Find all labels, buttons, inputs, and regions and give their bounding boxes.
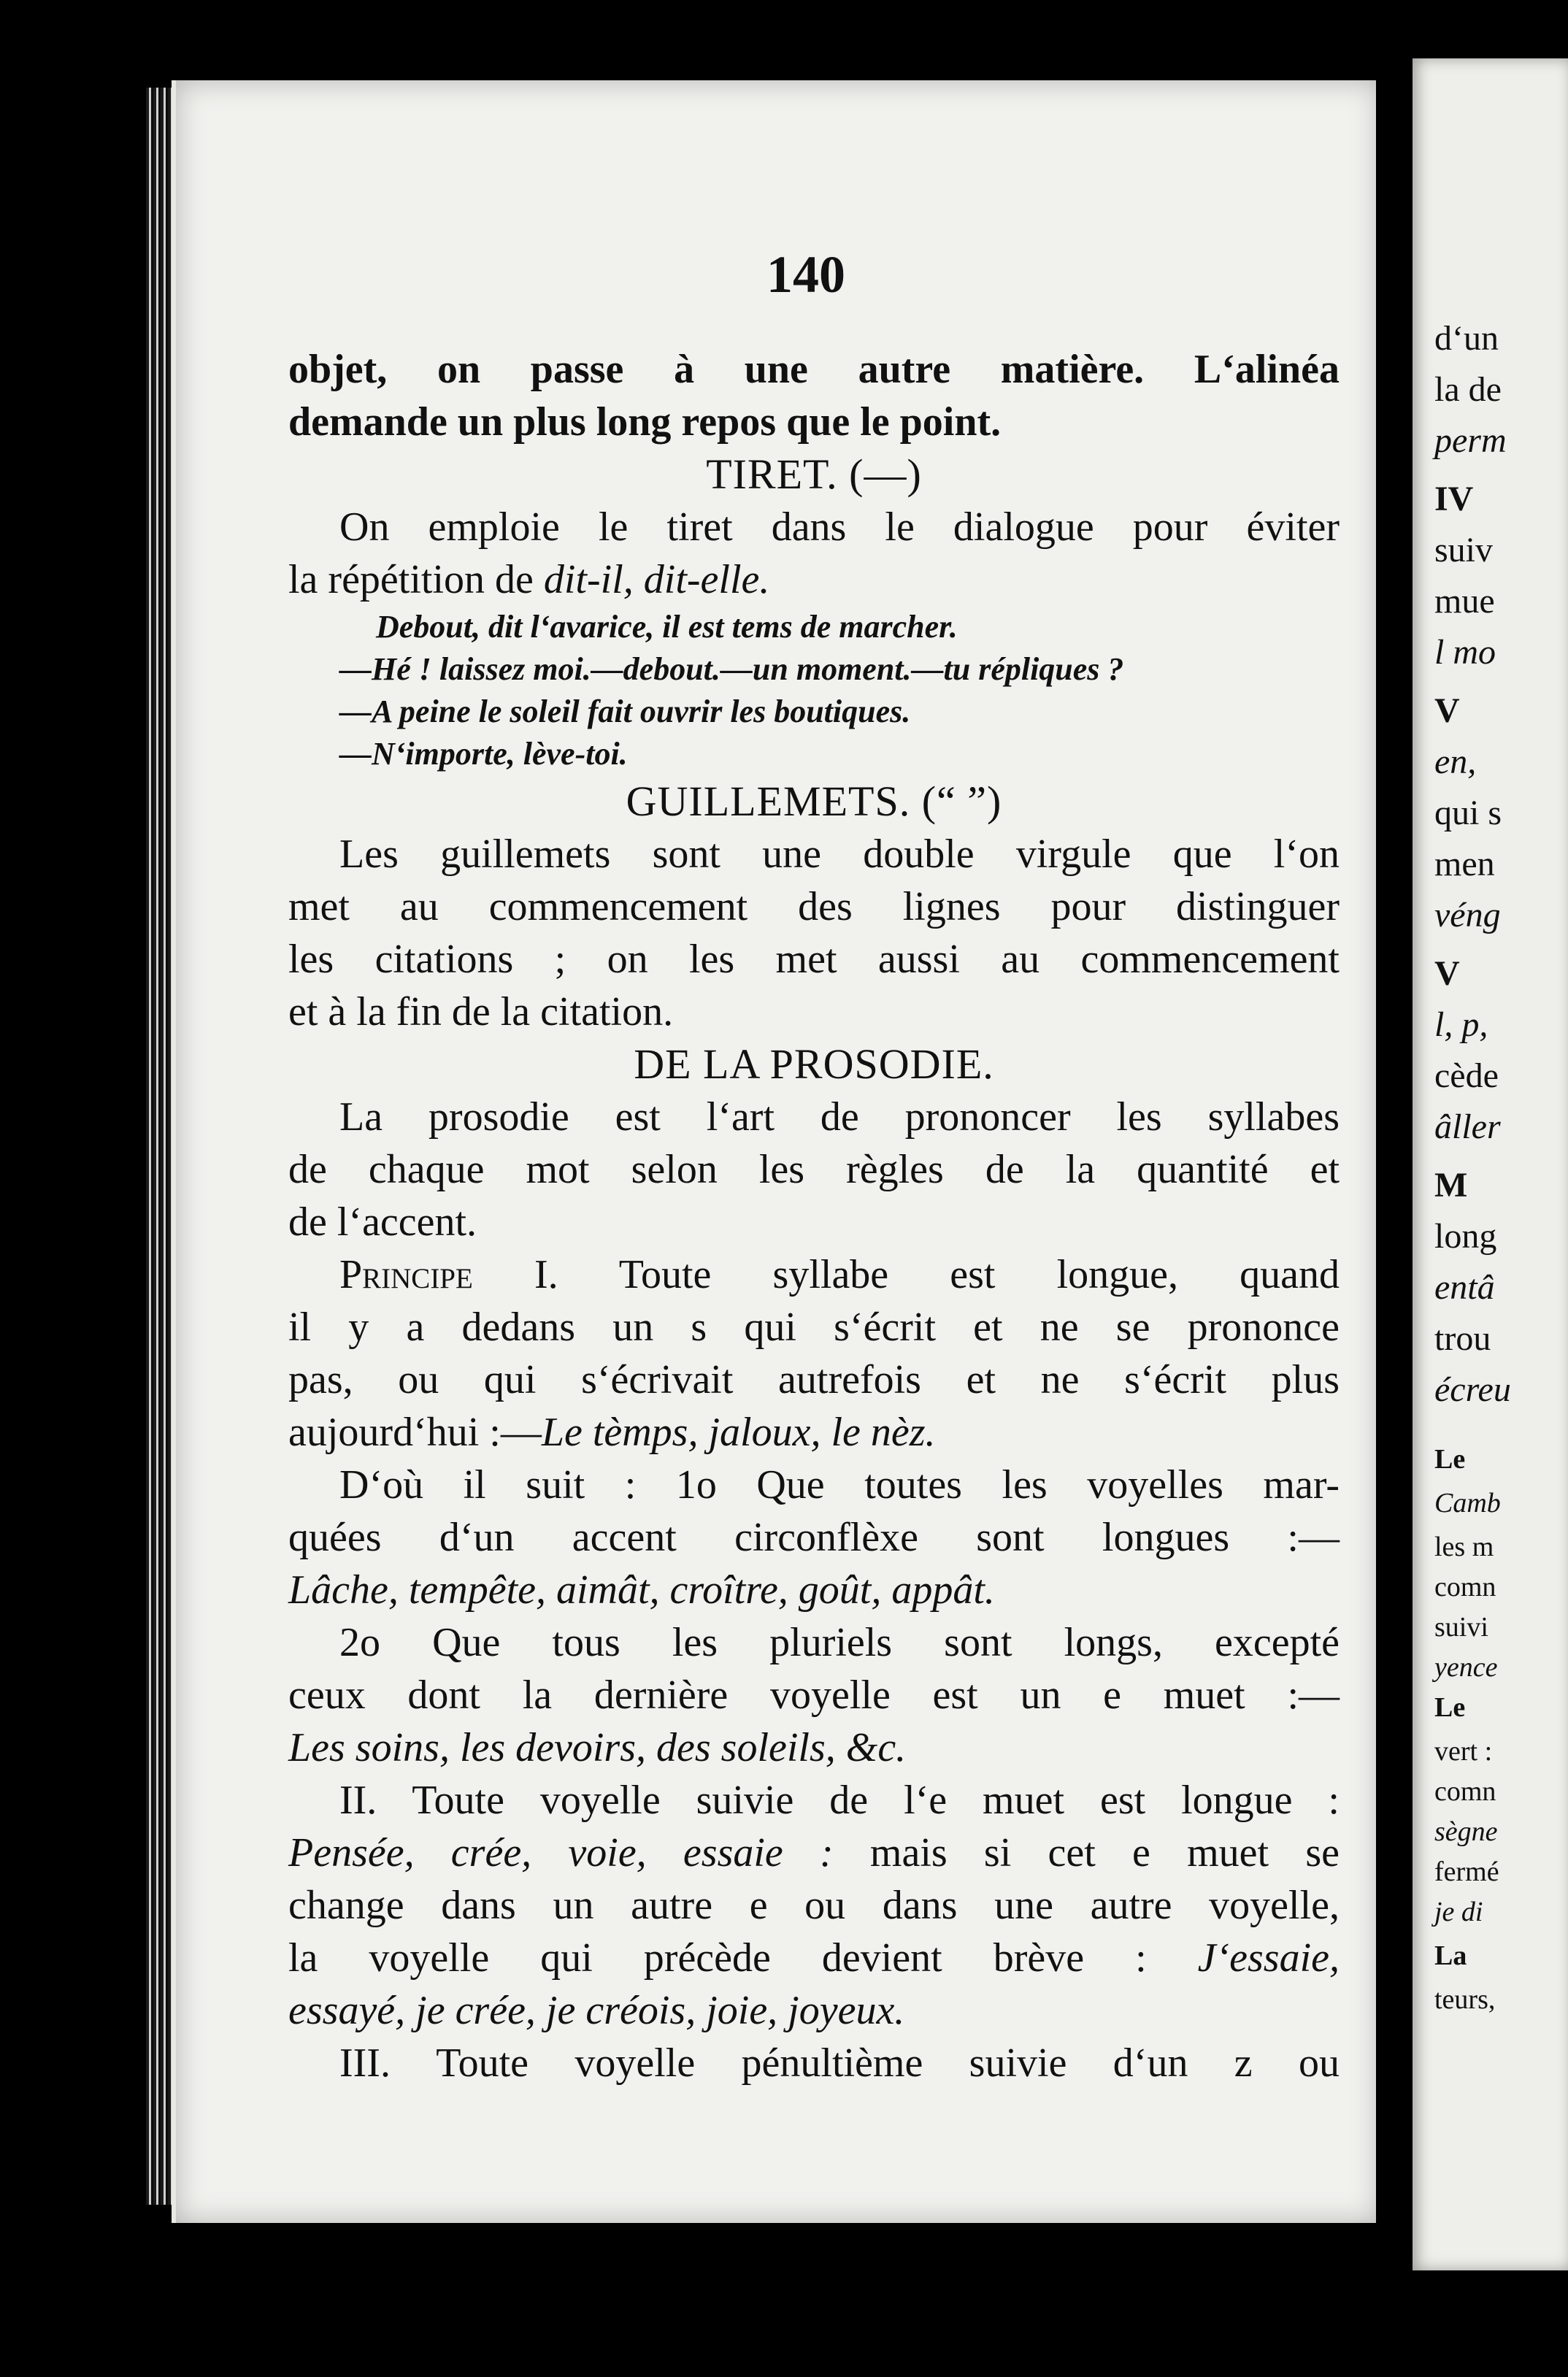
text-line: III. Toute voyelle pénultième suivie d‘un z ou — [339, 2040, 1340, 2086]
adjacent-page-fragment: comn — [1434, 1776, 1496, 1807]
adjacent-page-fragment: écreu — [1434, 1370, 1511, 1409]
text-line: il y a dedans un s qui s‘écrit et ne se prononce — [288, 1305, 1340, 1350]
adjacent-page-fragment: perm — [1434, 421, 1507, 460]
adjacent-page-fragment: l, p, — [1434, 1005, 1488, 1044]
adjacent-page-fragment: cède — [1434, 1056, 1499, 1095]
section-heading: TIRET. (—) — [706, 450, 922, 498]
adjacent-page-fragment: trou — [1434, 1319, 1491, 1358]
adjacent-page-fragment: en, — [1434, 742, 1477, 781]
text-line: D‘où il suit : 1o Que toutes les voyelles mar- — [339, 1462, 1340, 1508]
text-line: pas, ou qui s‘écrivait autrefois et ne s‘écrit plus — [288, 1357, 1340, 1402]
example-line: Debout, dit l‘avarice, il est tems de marcher. — [376, 609, 958, 645]
adjacent-page-fragment: comn — [1434, 1572, 1496, 1602]
adjacent-page-fragment: âller — [1434, 1107, 1501, 1146]
small-caps-term: Principe — [339, 1252, 473, 1297]
adjacent-page-fragment: Le — [1434, 1692, 1466, 1723]
text-line: La prosodie est l‘art de prononcer les syllabes — [339, 1094, 1340, 1140]
text-line: change dans un autre e ou dans une autre voyelle, — [288, 1883, 1340, 1928]
adjacent-page-fragment: La — [1434, 1940, 1467, 1971]
example-line: —N‘importe, lève-toi. — [339, 736, 628, 772]
text-line: Les guillemets sont une double virgule que l‘on — [339, 832, 1340, 877]
adjacent-page-fragment: véng — [1434, 896, 1501, 934]
text-line: Pensée, crée, voie, essaie : mais si cet e muet se — [288, 1830, 1340, 1875]
text-line: demande un plus long repos que le point. — [288, 399, 1002, 445]
italic-text: Les soins, les devoirs, des soleils, &c. — [288, 1725, 907, 1770]
adjacent-page-fragment: mue — [1434, 582, 1495, 621]
text-line: de chaque mot selon les règles de la quantité et — [288, 1147, 1340, 1192]
text-line: II. Toute voyelle suivie de l‘e muet est longue : — [339, 1778, 1340, 1823]
adjacent-page-fragment: IV — [1434, 480, 1474, 518]
adjacent-page-fragment: je di — [1434, 1897, 1483, 1927]
text-line: Principe I. Toute syllabe est longue, quand — [339, 1252, 1340, 1297]
adjacent-page-fragment: vert : — [1434, 1736, 1493, 1767]
adjacent-page-fragment: suivi — [1434, 1612, 1488, 1643]
text-line: objet, on passe à une autre matière. L‘alinéa — [288, 347, 1340, 392]
italic-text: Pensée, crée, voie, essaie : — [288, 1830, 834, 1875]
italic-text: essayé, je crée, je créois, joie, joyeux. — [288, 1988, 905, 2033]
text-line: 2o Que tous les pluriels sont longs, excepté — [339, 1620, 1340, 1665]
text-line: et à la fin de la citation. — [288, 989, 674, 1034]
italic-text: Le tèmps, jaloux, le nèz. — [541, 1410, 936, 1455]
adjacent-page-fragment: V — [1434, 954, 1460, 993]
adjacent-page-fragment: suiv — [1434, 531, 1494, 569]
adjacent-page-fragment: fermé — [1434, 1856, 1499, 1887]
text-line: la répétition de dit-il, dit-elle. — [288, 557, 770, 602]
adjacent-page-fragment: yence — [1434, 1652, 1498, 1683]
adjacent-page-fragment: M — [1434, 1166, 1468, 1205]
adjacent-page-fragment: teurs, — [1434, 1984, 1496, 2015]
text-line — [288, 1721, 1340, 1774]
example-line: —Hé ! laissez moi.—debout.—un moment.—tu répliques ? — [339, 651, 1124, 687]
adjacent-page — [1413, 58, 1568, 2270]
text-line: met au commencement des lignes pour distinguer — [288, 884, 1340, 929]
page-number: 140 — [766, 245, 845, 304]
adjacent-page-fragment: men — [1434, 845, 1495, 883]
adjacent-page-fragment: l mo — [1434, 633, 1496, 672]
text-line — [288, 1564, 1340, 1616]
text-line — [288, 1984, 1340, 2037]
adjacent-page-fragment: V — [1434, 691, 1460, 730]
adjacent-page-fragment: sègne — [1434, 1816, 1498, 1847]
page-text — [288, 343, 1340, 2089]
example-line: —A peine le soleil fait ouvrir les boutiques. — [339, 694, 911, 729]
italic-text: J‘essaie, — [1197, 1935, 1340, 1981]
text-line: On emploie le tiret dans le dialogue pour éviter — [339, 504, 1340, 550]
adjacent-page-fragment: entâ — [1434, 1268, 1495, 1307]
section-heading: DE LA PROSODIE. — [634, 1040, 994, 1088]
text-line: aujourd‘hui :—Le tèmps, jaloux, le nèz. — [288, 1410, 936, 1455]
text-line: la voyelle qui précède devient brève : J‘essaie, — [288, 1935, 1340, 1981]
adjacent-page-fragment: long — [1434, 1217, 1497, 1256]
adjacent-page-fragment: Le — [1434, 1444, 1466, 1475]
text-line: ceux dont la dernière voyelle est un e muet :— — [288, 1673, 1340, 1718]
adjacent-page-fragment: qui s — [1434, 794, 1502, 832]
section-heading: GUILLEMETS. (“ ”) — [626, 777, 1002, 825]
adjacent-page-fragment: Camb — [1434, 1488, 1501, 1518]
film-edge — [146, 88, 175, 2205]
book-gutter — [1376, 44, 1413, 2234]
text-line: les citations ; on les met aussi au commencement — [288, 937, 1340, 982]
text-line: quées d‘un accent circonflèxe sont longues :— — [288, 1515, 1340, 1560]
text-line: de l‘accent. — [288, 1199, 477, 1245]
italic-text: Lâche, tempête, aimât, croître, goût, appât. — [288, 1567, 995, 1613]
italic-text: dit-il, dit-elle. — [543, 557, 770, 602]
adjacent-page-fragment: d‘un — [1434, 319, 1499, 358]
adjacent-page-fragment: les m — [1434, 1532, 1494, 1562]
adjacent-page-fragment: la de — [1434, 370, 1502, 409]
